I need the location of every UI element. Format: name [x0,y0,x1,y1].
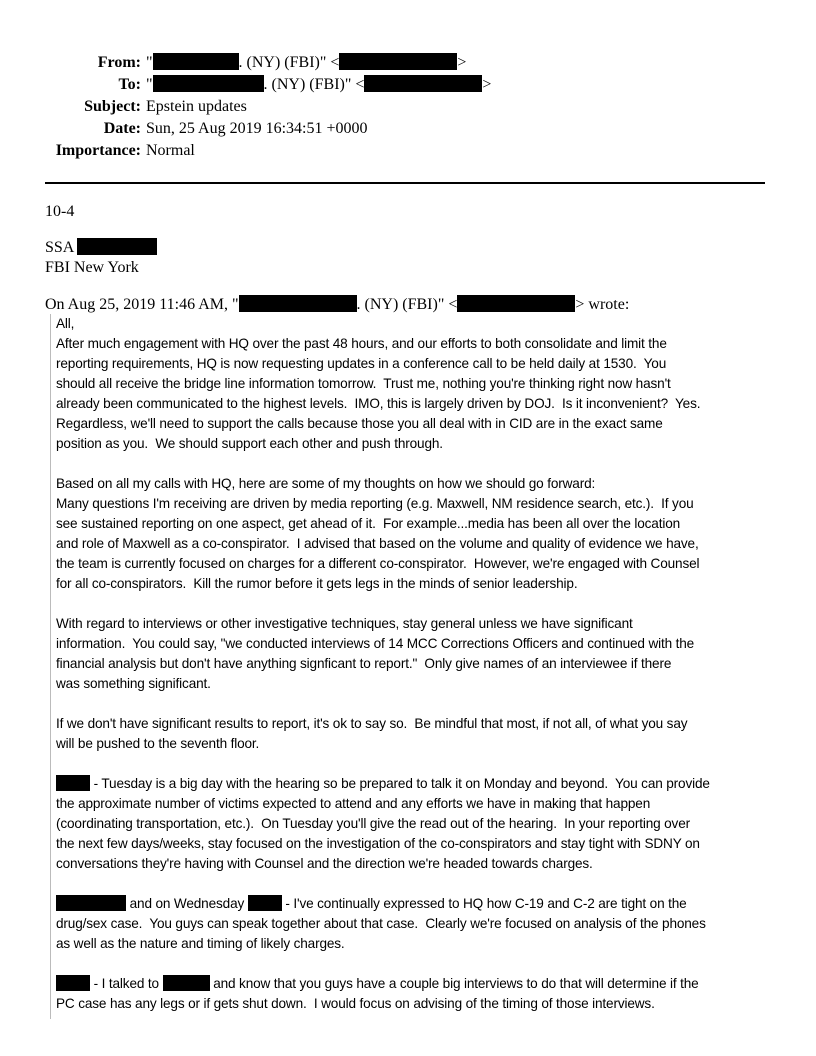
paragraph-line: and role of Maxwell as a co-conspirator. I advised that based on the volume and quality of evidence we have, [56,536,699,551]
paragraph-line: Many questions I'm receiving are driven by media reporting (e.g. Maxwell, NM residence search, etc.). If you [56,496,694,511]
paragraph-line: With regard to interviews or other investigative techniques, stay general unless we have significant [56,616,633,631]
paragraph-line: the team is currently focused on charges for a different co-conspirator. However, we're engaged with Counsel [56,556,700,571]
paragraph [56,334,710,454]
paragraph-line: the next few days/weeks, stay focused on the investigation of the co-conspirators and stay tight with SDNY on [56,836,700,851]
subject-value: Epstein updates [146,98,247,115]
paragraph-line: (coordinating transportation, etc.). On Tuesday you'll give the read out of the hearing. In your reporting over [56,816,690,831]
paragraph-line: - I talked to and know that you guys have a couple big interviews to do that will determine if the [56,974,710,994]
paragraph-line: was something significant. [56,676,211,691]
redaction [77,238,157,255]
paragraph-line: reporting requirements, HQ is now requesting updates in a conference call to be held daily at 1530. You [56,356,667,371]
importance-row [0,140,816,162]
paragraph-line: PC case has any legs or if gets shut down. I would focus on advising of the timing of those interviews. [56,996,655,1011]
paragraph-line: If we don't have significant results to report, it's ok to say so. Be mindful that most, if not all, of what you say [56,716,688,731]
importance-label: Importance: [55,142,141,159]
paragraph-line: Regardless, we'll need to support the calls because those you all deal with in CID are in the exact same [56,416,663,431]
paragraph-line: and on Wednesday - I've continually expressed to HQ how C-19 and C-2 are tight on the [56,894,710,914]
to-label: To: [118,76,141,93]
signature-title: SSA [45,238,157,258]
paragraph-line: Based on all my calls with HQ, here are some of my thoughts on how we should go forward: [56,476,596,491]
redaction [364,75,482,92]
redaction [457,295,575,312]
reply-text: 10-4 [45,203,75,220]
redaction [248,895,282,911]
importance-value: Normal [146,142,195,159]
subject-row [0,96,816,118]
date-row [0,118,816,140]
paragraph-line: conversations they're having with Counsel and the direction we're headed towards charges. [56,856,593,871]
subject-label: Subject: [84,98,141,115]
redaction [56,775,90,791]
paragraph-line: After much engagement with HQ over the past 48 hours, and our efforts to both consolidate and limit the [56,336,667,351]
redaction [153,53,239,70]
paragraph-line: - Tuesday is a big day with the hearing so be prepared to talk it on Monday and beyond. You can provide [56,774,710,794]
to-row: To: " . (NY) (FBI)" < > [0,74,816,96]
redaction [239,295,357,312]
paragraph-line: drug/sex case. You guys can speak together about that case. Clearly we're focused on analysis of the phones [56,916,706,931]
redaction [163,975,210,991]
paragraph-line: will be pushed to the seventh floor. [56,736,260,751]
paragraph-line: position as you. We should support each other and push through. [56,436,443,451]
redaction [153,75,264,92]
redaction [56,895,126,911]
greeting: All, [56,316,75,331]
date-label: Date: [103,120,141,137]
paragraph-line: see sustained reporting on one aspect, get ahead of it. For example...media has been all over the location [56,516,681,531]
date-value: Sun, 25 Aug 2019 16:34:51 +0000 [146,120,368,137]
paragraph-line: for all co-conspirators. Kill the rumor before it gets legs in the minds of senior leadership. [56,576,578,591]
quoted-header: On Aug 25, 2019 11:46 AM, " . (NY) (FBI)" < > wrote: [45,296,630,313]
redaction [56,975,90,991]
paragraph [56,794,710,874]
paragraph-line: should all receive the bridge line information tomorrow. Trust me, nothing you're thinking right now hasn't [56,376,671,391]
paragraph [56,714,710,754]
quoted-message [50,314,710,1019]
paragraph-line: information. You could say, "we conducted interviews of 14 MCC Corrections Officers and continued with the [56,636,695,651]
paragraph [56,994,710,1014]
header-divider [45,182,765,184]
paragraph [56,914,710,954]
paragraph [56,474,710,594]
paragraph [56,614,710,694]
paragraph-line: the approximate number of victims expected to attend and any efforts we have in making that happen [56,796,651,811]
from-row: From: " . (NY) (FBI)" < > [0,52,816,74]
from-label: From: [97,54,141,71]
paragraph-line: already been communicated to the highest levels. IMO, this is largely driven by DOJ. Is it inconvenient? Yes. [56,396,701,411]
redaction [339,53,457,70]
paragraph-line: financial analysis but don't have anything signficant to report." Only give names of an interviewee if there [56,656,672,671]
paragraph-line: as well as the nature and timing of likely charges. [56,936,345,951]
signature-office: FBI New York [45,259,139,276]
